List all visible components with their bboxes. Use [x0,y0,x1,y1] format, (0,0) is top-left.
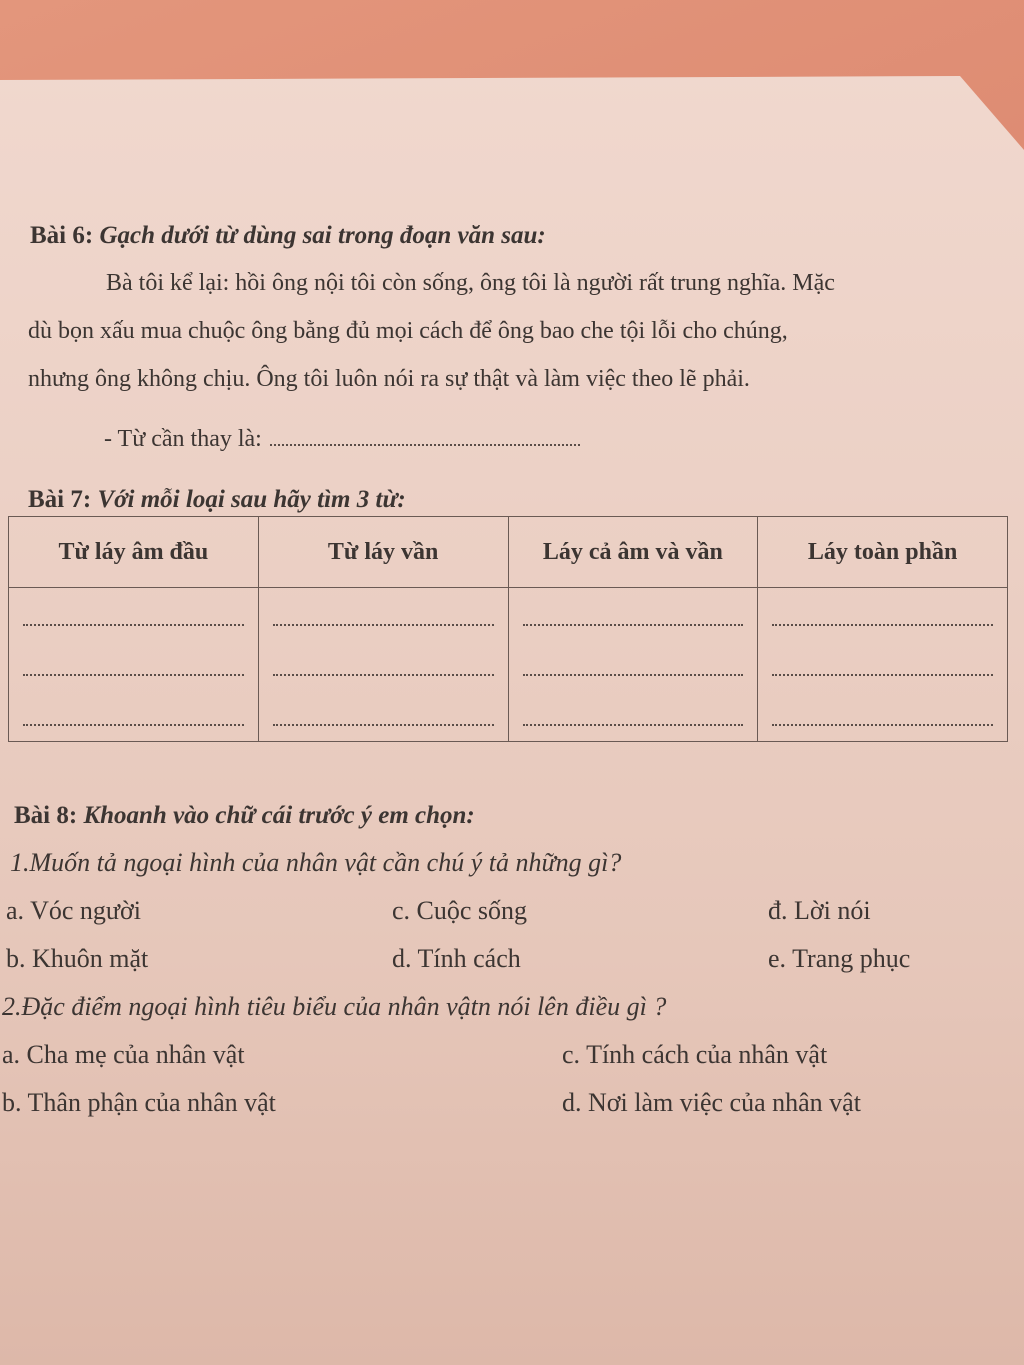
blank-line[interactable] [523,638,744,676]
bai7-heading [28,486,406,514]
bai6-answer-blank[interactable] [270,444,580,446]
blank-line[interactable] [772,588,993,626]
col-header-lay-ca-am-va-van: Láy cả âm và vần [508,517,758,588]
q1-option-dd[interactable]: đ. Lời nói [768,896,871,925]
q2-option-c[interactable]: c. Tính cách của nhân vật [562,1040,828,1069]
blank-line[interactable] [23,688,244,726]
q2-option-d[interactable]: d. Nơi làm việc của nhân vật [562,1088,861,1117]
blank-line[interactable] [273,638,494,676]
q1-option-c[interactable]: c. Cuộc sống [392,896,528,925]
q1-option-b[interactable]: b. Khuôn mặt [6,944,149,973]
bai7-label: Bài 7: [28,486,92,513]
bai7-instruction: Với mỗi loại sau hãy tìm 3 từ: [97,486,406,513]
blank-line[interactable] [523,688,744,726]
bai6-instruction: Gạch dưới từ dùng sai trong đoạn văn sau: [99,222,546,249]
bai6-paragraph-line-1: Bà tôi kể lại: hồi ông nội tôi còn sống, ông tôi là người rất trung nghĩa. Mặc [106,270,835,296]
q2-option-b[interactable]: b. Thân phận của nhân vật [2,1088,276,1117]
bai6-label: Bài 6: [30,222,94,249]
bai7-table [8,516,1008,742]
bai8-label: Bài 8: [14,802,78,829]
bai8-question-1: 1.Muốn tả ngoại hình của nhân vật cần chú ý tả những gì? [10,848,622,877]
bai6-heading [30,222,546,250]
q1-option-a[interactable]: a. Vóc người [6,896,141,925]
col-header-lay-am-dau: Từ láy âm đầu [9,517,259,588]
bai7-answer-row [9,588,1008,742]
col-header-lay-van: Từ láy vần [258,517,508,588]
answer-cell-lay-ca-am-va-van [508,588,758,742]
blank-line[interactable] [23,638,244,676]
q2-option-a[interactable]: a. Cha mẹ của nhân vật [2,1040,245,1069]
bai6-answer-row [104,426,580,453]
bai7-header-row [9,517,1008,588]
answer-cell-lay-van [258,588,508,742]
blank-line[interactable] [772,688,993,726]
blank-line[interactable] [273,588,494,626]
blank-line[interactable] [23,588,244,626]
bai6-paragraph-line-2: dù bọn xấu mua chuộc ông bằng đủ mọi cách để ông bao che tội lỗi cho chúng, [28,318,788,344]
bai6-answer-prompt: - Từ cần thay là: [104,426,262,452]
blank-line[interactable] [772,638,993,676]
blank-line[interactable] [523,588,744,626]
answer-cell-lay-toan-phan [758,588,1008,742]
bai8-instruction: Khoanh vào chữ cái trước ý em chọn: [83,802,475,829]
blank-line[interactable] [273,688,494,726]
bai8-heading [14,802,475,830]
bai6-paragraph-line-3: nhưng ông không chịu. Ông tôi luôn nói ra sự thật và làm việc theo lẽ phải. [28,366,750,392]
q1-option-d[interactable]: d. Tính cách [392,944,521,973]
answer-cell-lay-am-dau [9,588,259,742]
col-header-lay-toan-phan: Láy toàn phần [758,517,1008,588]
q1-option-e[interactable]: e. Trang phục [768,944,911,973]
bai8-question-2: 2.Đặc điểm ngoại hình tiêu biểu của nhân vậtn nói lên điều gì ? [2,992,667,1021]
